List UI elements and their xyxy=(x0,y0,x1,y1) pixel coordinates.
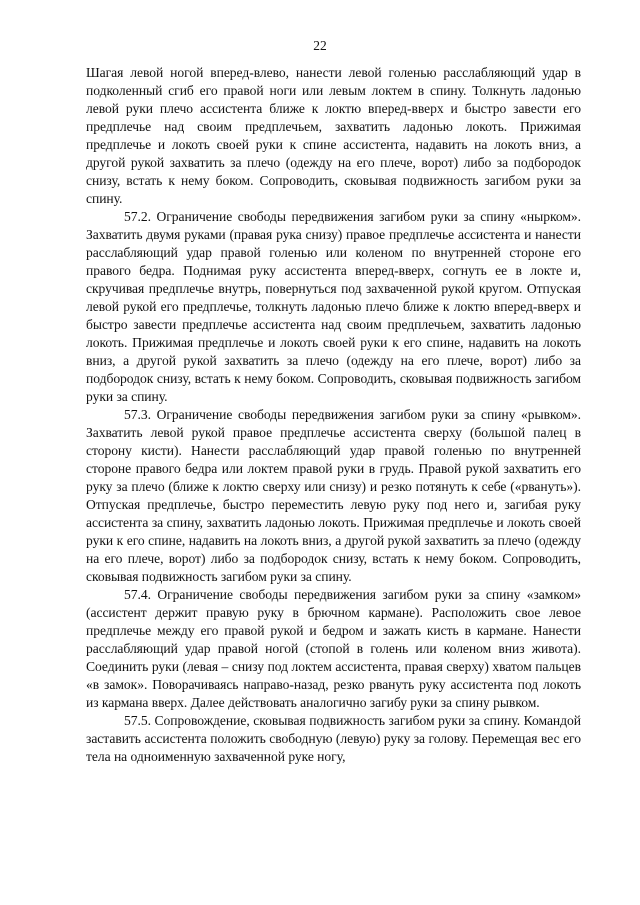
paragraph-continuation: Шагая левой ногой вперед-влево, нанести левой голенью расслабляющий удар в подколенный сгиб его правой ноги или левым локтем в спину. Толкнуть ладонью левой руки плечо ассистента ближе к локтю вперед-вверх и быстро завести его предплечье над своим предплечьем, захватить ладонью локоть. Прижимая предплечье и локоть своей руки к спине ассистента, надавить на локоть вниз, а другой рукой захватить за плечо (одежду на его плече, ворот) либо за подбородок снизу, встать к нему боком. Сопроводить, сковывая подвижность загибом руки за спину. xyxy=(86,65,581,206)
paragraph-57-5: 57.5. Сопровождение, сковывая подвижность загибом руки за спину. Командой заставить ассистента положить свободную (левую) руку за голову. Перемещая вес его тела на одноименную захваченной руке ногу, xyxy=(86,713,581,764)
body-text xyxy=(86,64,581,766)
paragraph-57-2: 57.2. Ограничение свободы передвижения загибом руки за спину «нырком». Захватить двумя руками (правая рука снизу) правое предплечье ассистента и нанести расслабляющий удар правой голенью или коленом по внутренней стороне его правого бедра. Поднимая руку ассистента вперед-вверх, согнуть ее в локте и, скручивая предплечье внутрь, повернуться под захваченной рукой кругом. Отпуская левой рукой его предплечье, толкнуть ладонью плечо ближе к локтю вперед-вверх и быстро завести предплечье ассистента над своим предплечьем, захватить ладонью локоть. Прижимая предплечье и локоть своей руки к его спине, надавить на локоть вниз, а другой рукой захватить за плечо (одежду на его плече, ворот) либо за подбородок снизу, встать к нему боком. Сопроводить, сковывая подвижность загибом руки за спину. xyxy=(86,209,581,404)
paragraph-57-3: 57.3. Ограничение свободы передвижения загибом руки за спину «рывком». Захватить левой рукой правое предплечье ассистента сверху (большой палец в сторону кисти). Нанести расслабляющий удар правой голенью по внутренней стороне правого бедра или локтем правой руки в грудь. Правой рукой захватить его руку за плечо (ближе к локтю сверху или снизу) и резко потянуть к себе («рвануть»). Отпуская предплечье, быстро переместить левую руку под него и, загибая руку ассистента за спину, захватить ладонью локоть. Прижимая предплечье и локоть своей руки к его спине, надавить на локоть вниз, а другой рукой захватить за плечо (одежду на его плече, ворот) либо за подбородок снизу, встать к нему боком. Сопроводить, сковывая подвижность загибом руки за спину. xyxy=(86,407,581,584)
paragraph-57-4: 57.4. Ограничение свободы передвижения загибом руки за спину «замком» (ассистент держит правую руку в брючном кармане). Расположить свое левое предплечье между его правой рукой и бедром и зажать кисть в кармане. Нанести расслабляющий удар правой ногой (стопой в голень или коленом вниз живота). Соединить руки (левая – снизу под локтем ассистента, правая сверху) хватом пальцев «в замок». Поворачиваясь направо-назад, резко рвануть руку ассистента под локоть из кармана вверх. Далее действовать аналогично загибу руки за спину рывком. xyxy=(86,587,581,710)
page-number: 22 xyxy=(313,38,327,53)
